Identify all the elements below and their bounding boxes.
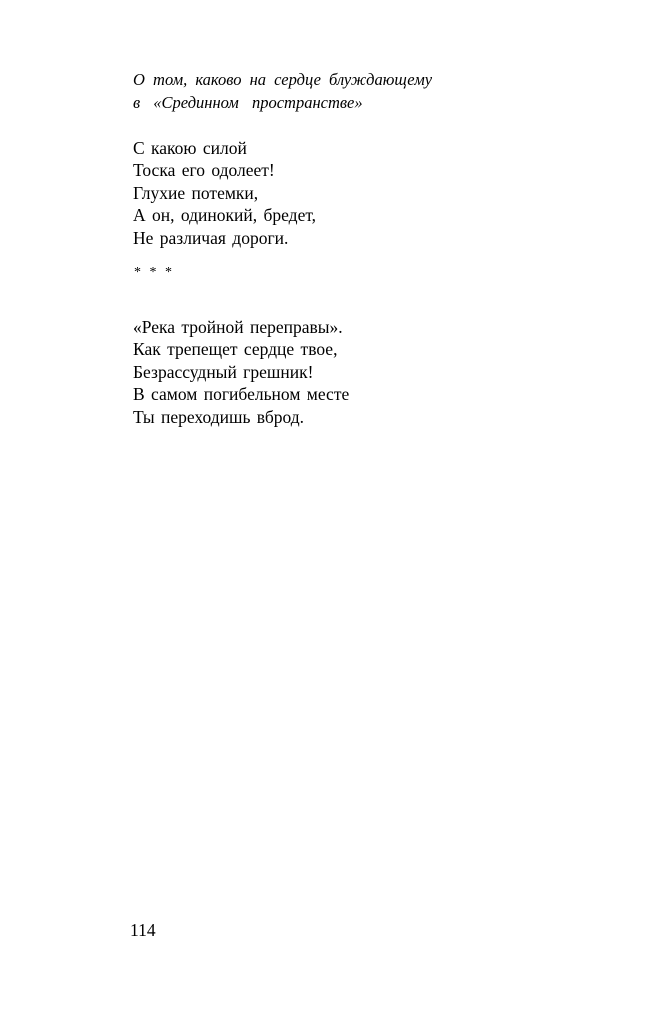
poem-stanza: [133, 316, 533, 428]
verse-line: Тоска его одолеет!: [133, 160, 275, 181]
heading-line: в «Срединном пространстве»: [133, 93, 363, 112]
poem-heading: [133, 68, 533, 114]
heading-line: О том, каково на сердце блуждающему: [133, 70, 433, 89]
verse-line: «Река тройной переправы».: [133, 317, 343, 337]
verse-line: Как трепещет сердце твое,: [133, 339, 338, 360]
poem-stanza: [133, 137, 533, 249]
verse-line: В самом погибельном месте: [133, 384, 350, 405]
verse-line: Ты переходишь вброд.: [133, 406, 305, 427]
verse-line: Глухие потемки,: [133, 182, 259, 203]
section-separator: * * *: [134, 265, 172, 280]
verse-line: С какою силой: [133, 138, 247, 158]
page-number: 114: [130, 920, 156, 940]
verse-line: Безрассудный грешник!: [133, 361, 314, 382]
verse-line: Не различая дороги.: [133, 227, 289, 248]
verse-line: А он, одинокий, бредет,: [133, 205, 317, 226]
